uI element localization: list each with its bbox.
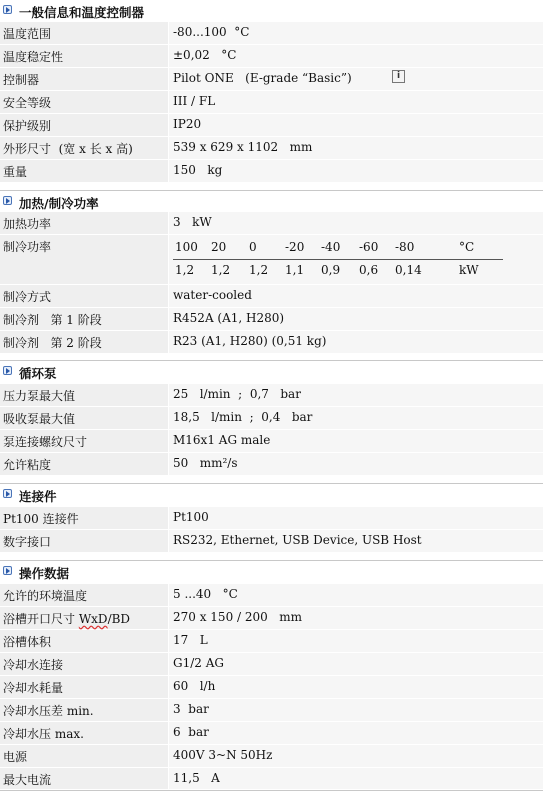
info-icon[interactable]: i: [392, 70, 405, 83]
spec-label: 制冷剂 第 2 阶段: [3, 336, 102, 350]
spec-value: 6 bar: [173, 725, 209, 739]
spec-label-part: /BD: [107, 612, 131, 626]
spec-label: 保护级别: [3, 119, 52, 133]
spec-value: G1/2 AG: [173, 656, 224, 670]
section-title: 循环泵: [19, 366, 57, 381]
spec-row: [0, 430, 543, 453]
spec-value: -80...100 °C: [173, 25, 250, 39]
power-cell: 1,2: [249, 263, 269, 277]
spec-value: 5 ...40 °C: [173, 587, 238, 601]
temp-cell: 100: [175, 240, 198, 254]
spec-row: [0, 212, 543, 235]
spec-label: 外形尺寸 (宽 x 长 x 高): [3, 142, 133, 156]
spec-row: [0, 607, 543, 630]
spec-label: 安全等级: [3, 96, 52, 110]
spec-label: 控制器: [3, 73, 40, 87]
spec-row: [0, 722, 543, 745]
expand-arrow-icon[interactable]: [3, 196, 12, 205]
spec-value: R452A (A1, H280): [173, 311, 285, 325]
spec-label: 制冷剂 第 1 阶段: [3, 313, 102, 327]
spec-label: 温度稳定性: [3, 50, 64, 64]
section-title: 连接件: [19, 489, 57, 504]
spec-value: 539 x 629 x 1102 mm: [173, 140, 313, 154]
temp-cell: -40: [321, 240, 341, 254]
spec-value: M16x1 AG male: [173, 433, 271, 447]
spec-row: [0, 68, 543, 91]
spec-label: 冷却水压 max.: [3, 727, 84, 741]
spec-label: 冷却水压差 min.: [3, 704, 94, 718]
spec-value: R23 (A1, H280) (0,51 kg): [173, 334, 327, 348]
spec-value: water-cooled: [173, 288, 252, 302]
spec-label: 制冷功率: [3, 240, 52, 254]
spec-value: 50 mm²/s: [173, 456, 238, 470]
spec-row: [0, 653, 543, 676]
spec-value: 18,5 l/min ; 0,4 bar: [173, 410, 313, 424]
spec-value: 25 l/min ; 0,7 bar: [173, 387, 301, 401]
spec-row: [0, 285, 543, 308]
bottom-divider: [0, 790, 543, 791]
spell-error-word: WxD: [78, 612, 108, 626]
power-cell: 1,2: [175, 263, 195, 277]
spec-label: 允许的环境温度: [3, 589, 88, 603]
cooling-temps-row: [173, 237, 503, 260]
spec-label: [3, 610, 130, 627]
spec-row: [0, 137, 543, 160]
power-cell: 0,6: [359, 263, 379, 277]
expand-arrow-icon[interactable]: [3, 489, 12, 498]
temp-cell: -20: [285, 240, 305, 254]
spec-row: [0, 745, 543, 768]
spec-label: 冷却水连接: [3, 658, 64, 672]
temp-cell: 20: [211, 240, 227, 254]
section-title: 一般信息和温度控制器: [19, 5, 145, 20]
cooling-powers-row: [173, 260, 503, 282]
expand-arrow-icon[interactable]: [3, 366, 12, 375]
spec-row: [0, 768, 543, 790]
spec-value: 400V 3~N 50Hz: [173, 748, 273, 762]
power-unit: kW: [459, 263, 479, 277]
spec-row-cooling-power: [0, 235, 543, 285]
spec-label: 温度范围: [3, 27, 52, 41]
spec-row: [0, 676, 543, 699]
spec-row: [0, 530, 543, 553]
spec-label: 浴槽体积: [3, 635, 52, 649]
spec-row: [0, 331, 543, 354]
spec-value: Pt100: [173, 510, 209, 524]
cooling-power-table: [173, 237, 503, 282]
spec-row: [0, 114, 543, 137]
section-title: 操作数据: [19, 566, 70, 581]
spec-value: 11,5 A: [173, 771, 220, 785]
spec-value: 60 l/h: [173, 679, 216, 693]
spec-row: [0, 91, 543, 114]
spec-label: 重量: [3, 165, 28, 179]
power-cell: 0,14: [395, 263, 422, 277]
power-cell: 0,9: [321, 263, 341, 277]
spec-value: 150 kg: [173, 163, 223, 177]
spec-label: 数字接口: [3, 535, 52, 549]
spec-label: 压力泵最大值: [3, 389, 76, 403]
section-heating-header[interactable]: [0, 190, 543, 212]
spec-row: [0, 308, 543, 331]
power-cell: 1,1: [285, 263, 305, 277]
spec-row: [0, 699, 543, 722]
spec-value: 3 kW: [173, 215, 212, 229]
spec-value: Pilot ONE (E-grade “Basic”): [173, 71, 352, 85]
spec-row: [0, 407, 543, 430]
spec-label: 吸收泵最大值: [3, 412, 76, 426]
section-general-header[interactable]: [0, 0, 543, 22]
spec-row: [0, 507, 543, 530]
temp-cell: -60: [359, 240, 379, 254]
temp-cell: 0: [249, 240, 257, 254]
section-title: 加热/制冷功率: [19, 196, 99, 211]
spec-label: 加热功率: [3, 217, 52, 231]
power-cell: 1,2: [211, 263, 231, 277]
spec-row: [0, 584, 543, 607]
spec-label: 允许粘度: [3, 458, 52, 472]
spec-label: 电源: [3, 750, 28, 764]
spec-row: [0, 630, 543, 653]
section-pump-header[interactable]: [0, 360, 543, 382]
spec-row: [0, 22, 543, 45]
spec-row: [0, 45, 543, 68]
spec-row: [0, 453, 543, 476]
spec-value: ±0,02 °C: [173, 48, 237, 62]
spec-label: 制冷方式: [3, 290, 52, 304]
spec-value: 270 x 150 / 200 mm: [173, 610, 302, 624]
expand-arrow-icon[interactable]: [3, 5, 12, 14]
spec-label: 最大电流: [3, 773, 52, 787]
spec-value: 17 L: [173, 633, 208, 647]
spec-label: 泵连接螺纹尺寸: [3, 435, 88, 449]
section-connections-header[interactable]: [0, 483, 543, 505]
spec-value: IP20: [173, 117, 202, 131]
spec-value: RS232, Ethernet, USB Device, USB Host: [173, 533, 422, 547]
spec-label: 冷却水耗量: [3, 681, 64, 695]
spec-row: [0, 160, 543, 183]
spec-value: III / FL: [173, 94, 216, 108]
spec-label: Pt100 连接件: [3, 512, 79, 526]
spec-value: 3 bar: [173, 702, 209, 716]
temp-unit: °C: [459, 240, 475, 254]
section-operation-header[interactable]: [0, 560, 543, 582]
expand-arrow-icon[interactable]: [3, 566, 12, 575]
temp-cell: -80: [395, 240, 415, 254]
spec-label-part: 浴槽开口尺寸: [3, 612, 79, 626]
spec-row: [0, 384, 543, 407]
